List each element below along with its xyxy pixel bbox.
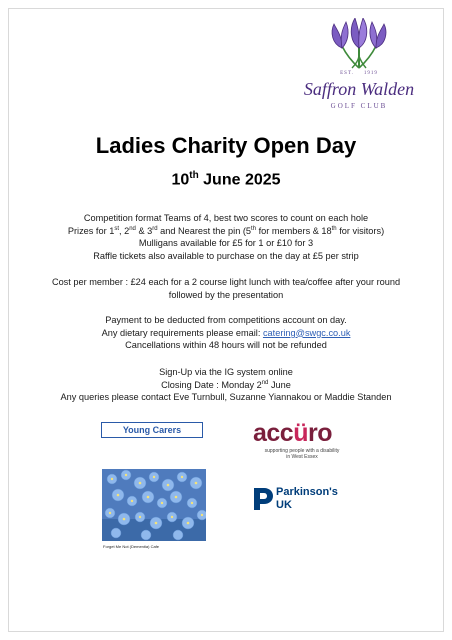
cost-details: [0, 276, 452, 301]
catering-email-link[interactable]: catering@swgc.co.uk: [262, 327, 351, 338]
photo-caption: Forget Me Not (Dementia) Cafe: [103, 544, 160, 549]
presentation-line: followed by the presentation: [168, 289, 284, 300]
prizes-line: Prizes for 1st, 2nd & 3rd and Nearest the pin (5th for members & 18th for visitors): [67, 225, 385, 236]
signup-details: [0, 366, 452, 404]
parkinsons-name: Parkinson's: [276, 486, 338, 498]
accuro-logo: [253, 419, 353, 463]
crocus-flower-icon: [318, 18, 400, 70]
accuro-wordmark: accüro: [253, 419, 332, 447]
logo-subtitle: GOLF CLUB: [330, 102, 388, 110]
payment-line: Payment to be deducted from competitions account on day.: [105, 315, 347, 325]
cost-line: Cost per member : £24 each for a 2 course light lunch with tea/coffee after your round: [51, 277, 401, 287]
payment-details: [0, 314, 452, 352]
accuro-tagline: supporting people with a disability in West Essex: [264, 448, 340, 460]
dietary-line: Any dietary requirements please email: catering@swgc.co.uk: [101, 327, 351, 338]
forget-me-not-photo: [102, 469, 206, 541]
raffle-line: Raffle tickets also available to purchase on the day at £5 per strip: [93, 250, 359, 261]
mulligans-line: Mulligans available for £5 for 1 or £10 for 3: [138, 238, 314, 249]
parkinsons-uk-logo: [252, 486, 357, 512]
logo-established: EST. 1919: [340, 71, 378, 76]
cancellations-line: Cancellations within 48 hours will not be refunded: [125, 340, 327, 351]
competition-format-line: Competition format Teams of 4, best two scores to count on each hole: [83, 213, 369, 223]
logo-club-name: Saffron Walden: [303, 79, 415, 99]
parkinsons-p-mark-icon: [252, 486, 274, 512]
parkinsons-uk: UK: [276, 499, 292, 511]
event-date: 10th June 2025: [171, 170, 281, 189]
young-carers-logo: Young Carers: [101, 422, 203, 438]
signup-line: Sign-Up via the IG system online: [159, 367, 293, 377]
page-title: Ladies Charity Open Day: [95, 133, 357, 158]
club-logo: [296, 18, 422, 110]
closing-date-line: Closing Date : Monday 2nd June: [161, 379, 291, 390]
competition-details: [0, 212, 452, 262]
queries-line: Any queries please contact Eve Turnbull, Suzanne Yiannakou or Maddie Standen: [60, 392, 392, 403]
